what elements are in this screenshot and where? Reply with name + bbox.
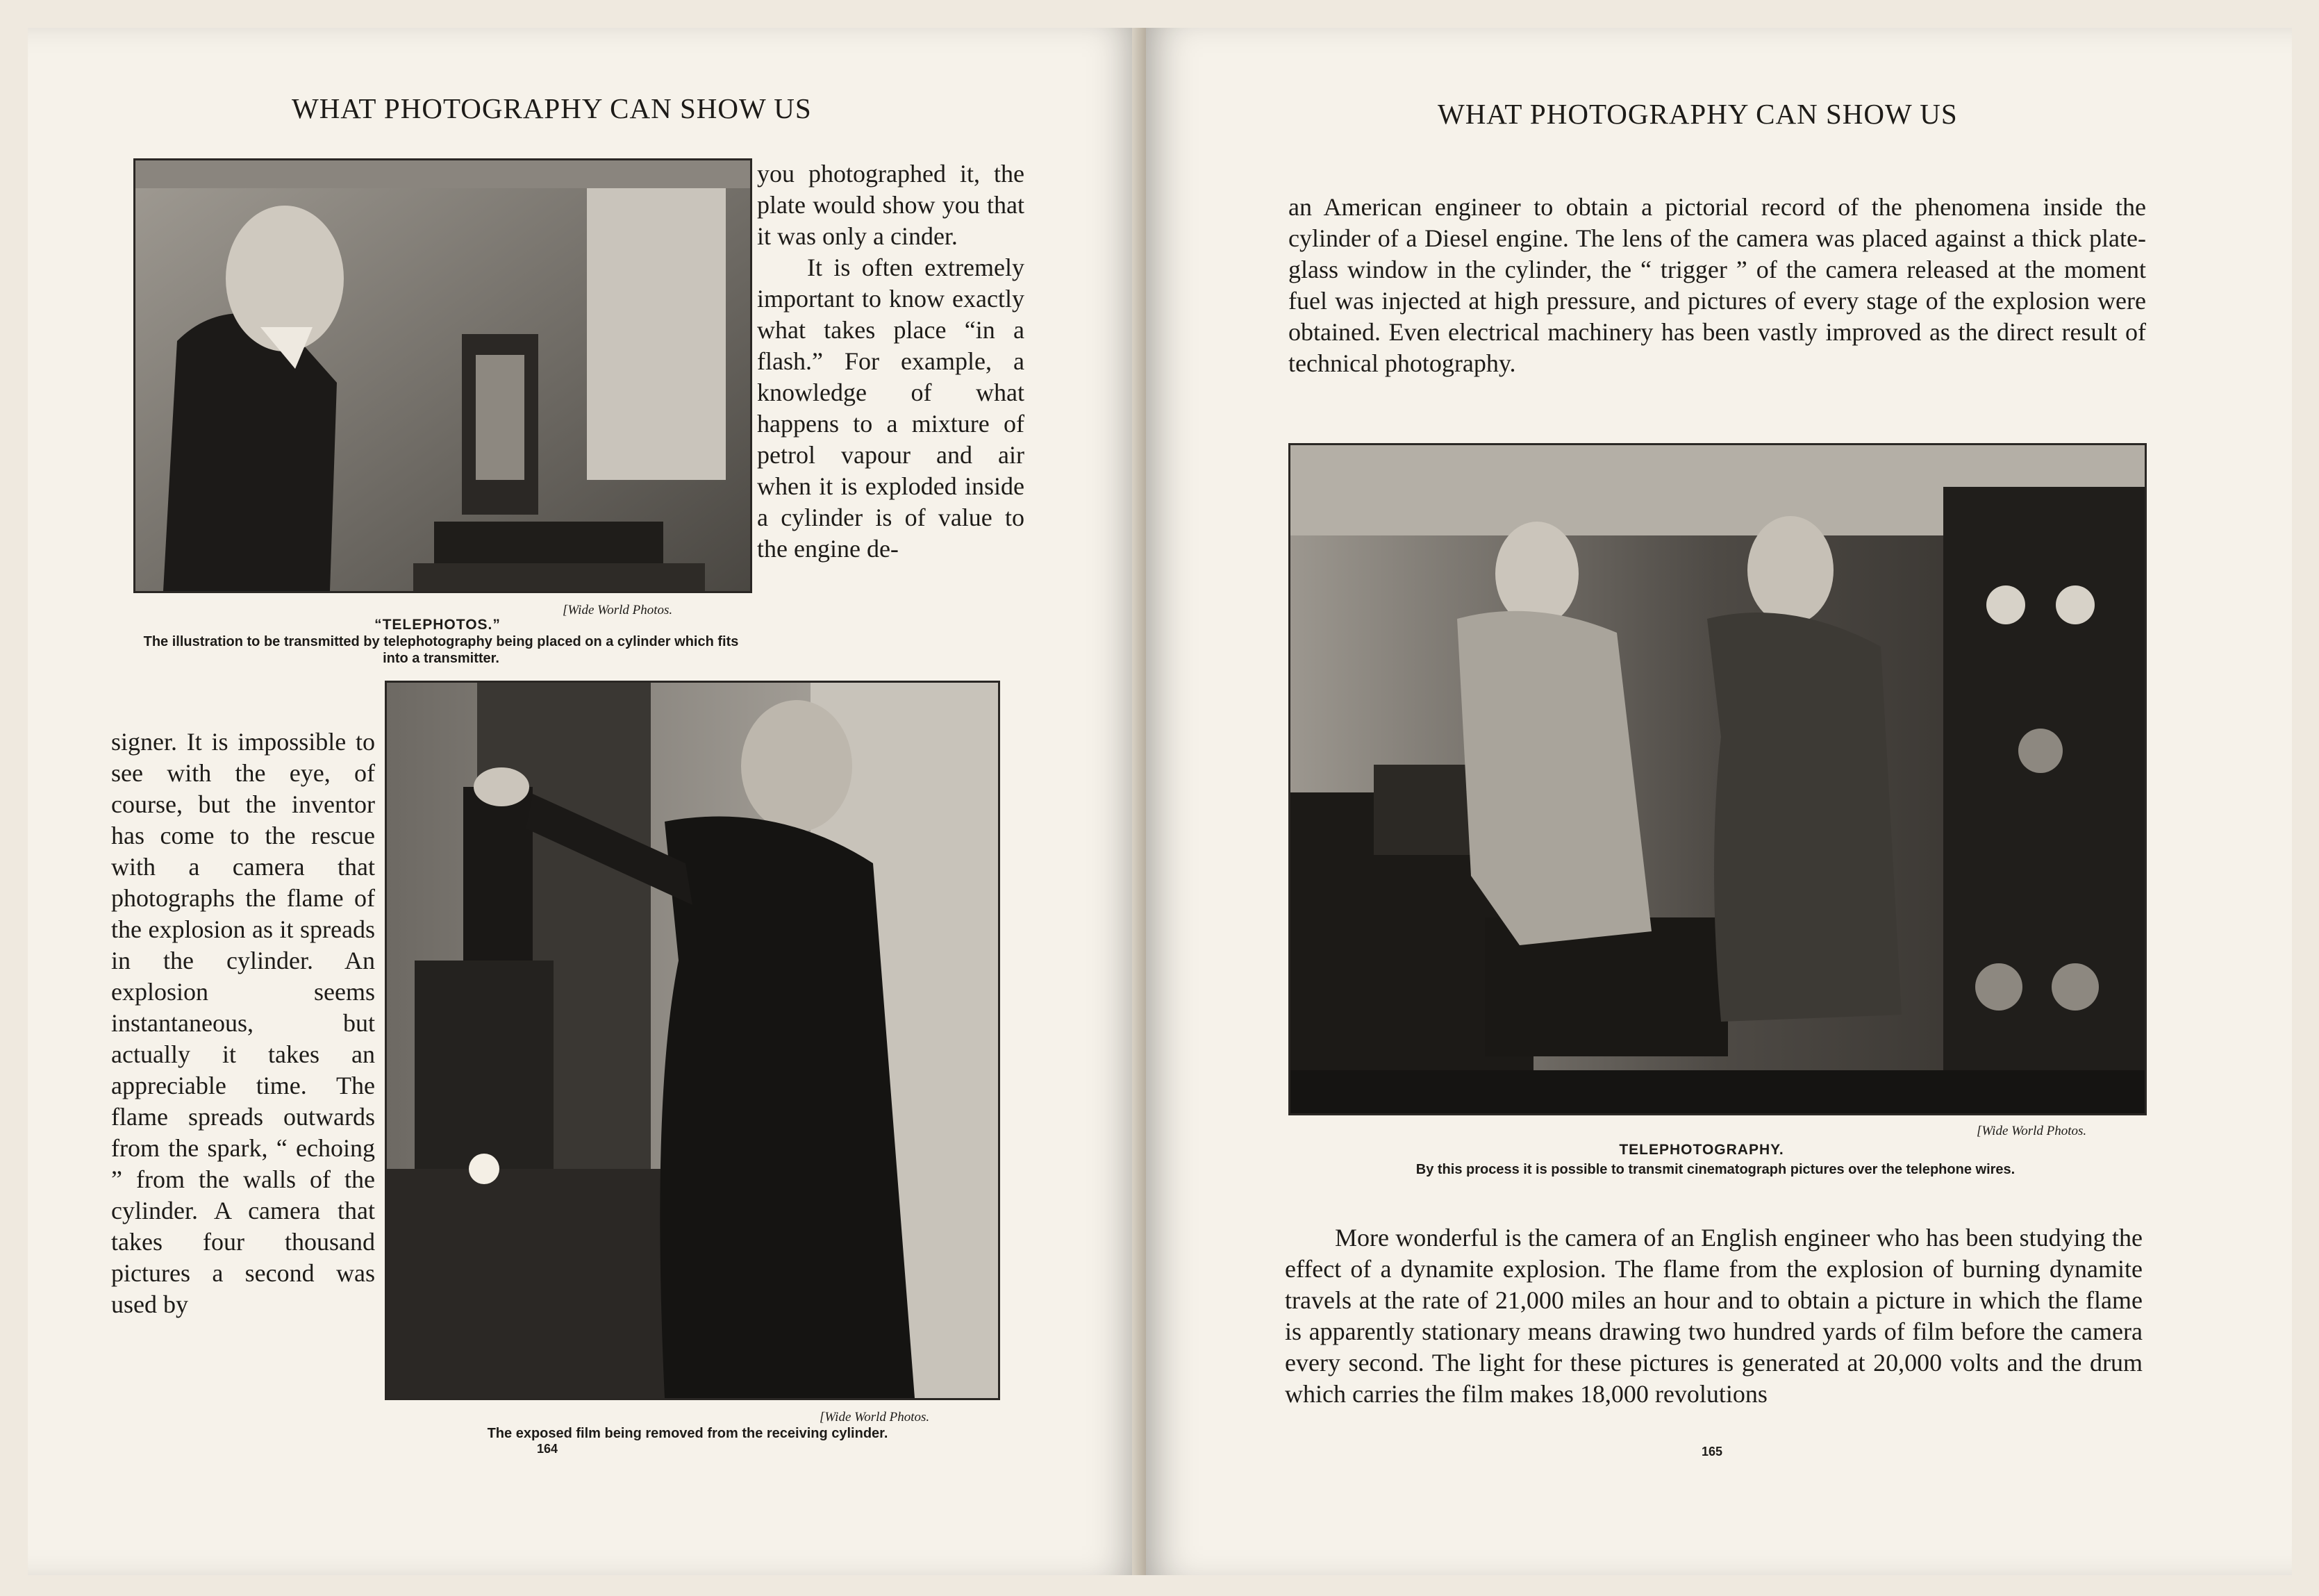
right-para-bottom-text: More wonderful is the camera of an English engineer who has been studying the effect of a dynamite explosion. The flame from the explosion of burning dynamite travels at the rate of 21,000 miles an hour and to obtain a picture in which the flame is apparently stationary means drawing two hundred yards of film before the camera every second. The light for these pictures is generated at 20,000 volts and the drum which carries the film makes 18,000 revolutions	[1285, 1224, 2143, 1408]
left-page-number: 164	[537, 1442, 558, 1456]
figure3-caption: By this process it is possible to transmit cinematograph pictures over the telephone wires.	[1415, 1162, 2015, 1177]
left-running-head: WHAT PHOTOGRAPHY CAN SHOW US	[292, 92, 812, 124]
figure1-credit: [Wide World Photos.	[563, 603, 673, 617]
left-column-bottom-para: signer. It is impossible to see with the eye, of course, but the inventor has come to the rescue with a camera that photographs the flame of the explosion as it spreads in the cylinder. An explosion seems instantaneous, but actually it takes an appreciable time. The flame spreads outwards from the spark, “ echoing ” from the walls of the cylinder. A camera that takes four thousand pictures a second was used by	[111, 728, 375, 1318]
right-page-number: 165	[1702, 1445, 1723, 1458]
left-column-top-para2: It is often extremely important to know exactly what takes place “in a flash.” For example, a knowledge of what happens to a mixture of petrol vapour and air when it is exploded inside a cylinder is of value to the engine de-	[757, 253, 1024, 563]
figure3-credit: [Wide World Photos.	[1977, 1124, 2087, 1138]
right-para-top-text: an American engineer to obtain a pictorial record of the phenomena inside the cylinder of a Diesel engine. The lens of the camera was placed against a thick plate-glass window in the cylinder, the “ trigger ” of the camera released at the moment fuel was injected at high pressure, and pictures of every stage of the explosion were obtained. Even electrical machinery has been vastly improved as the direct result of technical photography.	[1288, 193, 2146, 377]
figure1-title: “TELEPHOTOS.”	[374, 617, 501, 633]
photo-film-removal-image	[387, 683, 998, 1398]
photo-telephotography	[1288, 443, 2147, 1115]
figure1-caption: The illustration to be transmitted by telephotography being placed on a cylinder which fits into a transmitter.	[143, 634, 739, 666]
photo-film-removal	[385, 681, 1000, 1400]
right-running-head: WHAT PHOTOGRAPHY CAN SHOW US	[1438, 98, 1958, 130]
right-para-top	[1288, 192, 2146, 379]
right-page	[1146, 28, 2292, 1575]
figure2-caption: The exposed film being removed from the receiving cylinder.	[487, 1426, 888, 1441]
photo-telephotos-image	[135, 160, 750, 591]
right-para-bottom	[1285, 1222, 2143, 1410]
figure3-title: TELEPHOTOGRAPHY.	[1619, 1142, 1784, 1158]
figure2-credit: [Wide World Photos.	[820, 1410, 930, 1424]
left-column-top-para1: you photographed it, the plate would show you that it was only a cinder.	[757, 160, 1024, 250]
left-column-bottom	[111, 726, 375, 1320]
left-page	[28, 28, 1139, 1575]
photo-telephotography-image	[1290, 445, 2145, 1113]
photo-telephotos	[133, 158, 752, 593]
left-column-top	[757, 158, 1024, 565]
